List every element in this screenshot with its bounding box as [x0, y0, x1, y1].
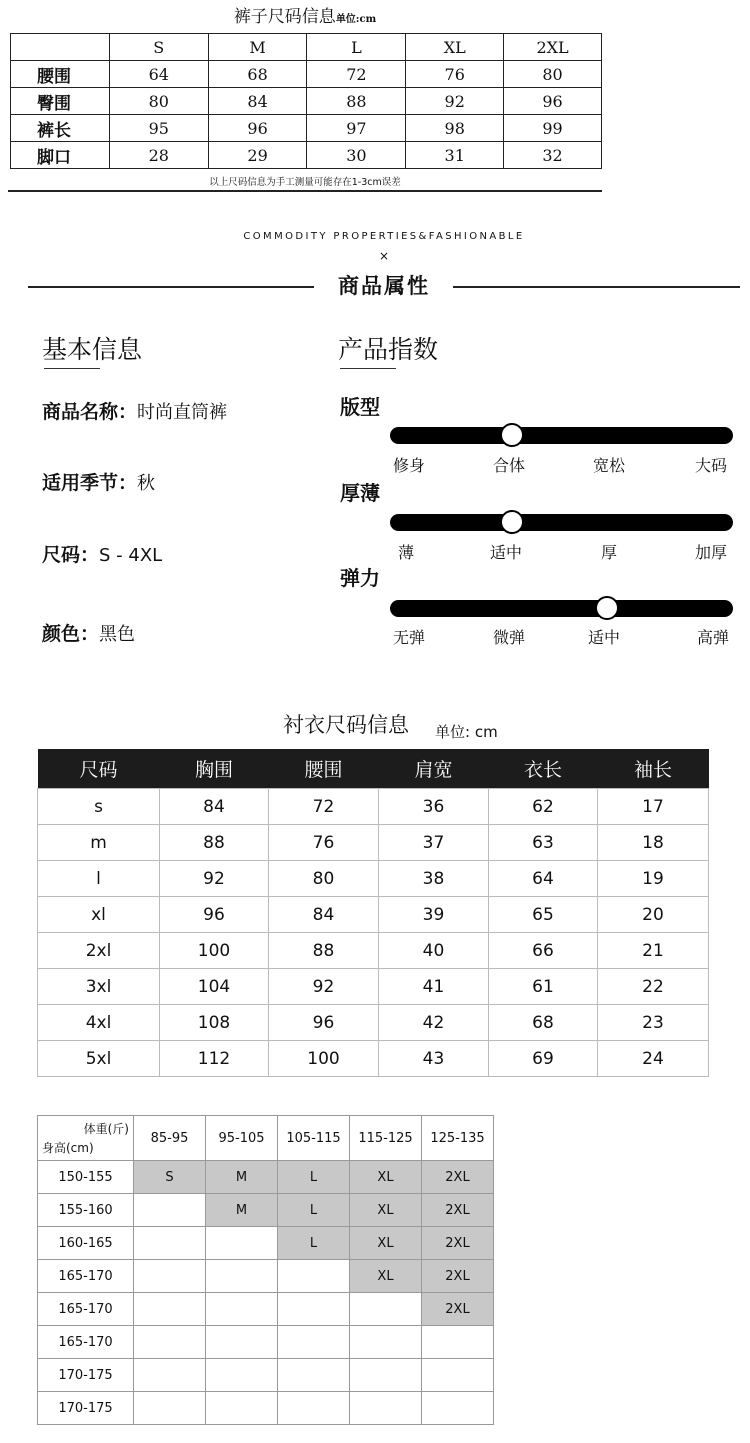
shirt-cell: 104 [160, 969, 269, 1005]
shirt-row [38, 933, 709, 969]
recommended-size-cell [206, 1392, 278, 1425]
recommended-size-cell: L [278, 1161, 350, 1194]
shirt-cell: 40 [379, 933, 489, 969]
recommended-size-cell [206, 1293, 278, 1326]
recommended-size-cell: 2XL [422, 1161, 494, 1194]
shirt-cell: 80 [269, 861, 379, 897]
height-range-cell: 170-175 [38, 1359, 134, 1392]
recommended-size-cell [134, 1359, 206, 1392]
shirt-cell: 64 [489, 861, 598, 897]
shirt-cell: 92 [160, 861, 269, 897]
pants-size-header: L [307, 34, 406, 61]
pants-row-label: 脚口 [11, 142, 110, 169]
hw-header-row [38, 1116, 494, 1161]
hw-row [38, 1161, 494, 1194]
index-tick: 微弹 [493, 628, 526, 647]
shirt-size-table [37, 749, 709, 1077]
shirt-cell: 68 [489, 1005, 598, 1041]
hw-row [38, 1293, 494, 1326]
index-tick: 大码 [695, 456, 728, 475]
recommended-size-cell [278, 1392, 350, 1425]
shirt-cell: 21 [598, 933, 709, 969]
pants-cell: 92 [406, 88, 504, 115]
shirt-row [38, 789, 709, 825]
recommended-size-cell: L [278, 1194, 350, 1227]
recommended-size-cell [206, 1359, 278, 1392]
hw-row [38, 1392, 494, 1425]
divider [44, 368, 100, 369]
properties-x-mark: × [378, 249, 390, 263]
pants-cell: 72 [307, 61, 406, 88]
pants-cell: 64 [109, 61, 208, 88]
recommended-size-cell [206, 1227, 278, 1260]
index-label-fit: 版型 [340, 395, 380, 419]
recommended-size-cell [422, 1359, 494, 1392]
weight-range-header: 125-135 [422, 1116, 494, 1161]
shirt-cell: 63 [489, 825, 598, 861]
hw-row [38, 1326, 494, 1359]
shirt-cell: 112 [160, 1041, 269, 1077]
recommended-size-cell: 2XL [422, 1260, 494, 1293]
index-tick: 适中 [588, 628, 621, 647]
shirt-unit: 单位: cm [435, 723, 498, 741]
recommended-size-cell: M [206, 1161, 278, 1194]
shirt-cell: m [38, 825, 160, 861]
height-range-cell: 150-155 [38, 1161, 134, 1194]
pants-corner-cell [11, 34, 110, 61]
hw-row [38, 1260, 494, 1293]
recommended-size-cell: 2XL [422, 1227, 494, 1260]
recommended-size-cell [134, 1392, 206, 1425]
info-label: 商品名称： [42, 401, 138, 423]
recommended-size-cell [134, 1326, 206, 1359]
shirt-cell: 88 [269, 933, 379, 969]
pants-size-header: 2XL [504, 34, 602, 61]
shirt-cell: 100 [269, 1041, 379, 1077]
index-tick: 修身 [393, 456, 426, 475]
info-label: 颜色： [42, 623, 100, 645]
recommended-size-cell: XL [350, 1260, 422, 1293]
pants-cell: 96 [504, 88, 602, 115]
pants-size-title [8, 2, 602, 32]
recommended-size-cell [422, 1326, 494, 1359]
shirt-cell: 76 [269, 825, 379, 861]
shirt-size-title: 衬衣尺码信息 [283, 713, 409, 737]
info-row-size [42, 540, 162, 567]
info-value: 黑色 [99, 624, 136, 645]
shirt-row [38, 861, 709, 897]
shirt-column-header: 尺码 [38, 749, 160, 789]
shirt-cell: l [38, 861, 160, 897]
pants-row-label: 裤长 [11, 115, 110, 142]
fit-index-bar [390, 427, 733, 444]
shirt-column-header: 肩宽 [379, 749, 489, 789]
height-range-cell: 165-170 [38, 1293, 134, 1326]
index-tick: 适中 [490, 543, 523, 562]
hw-row [38, 1359, 494, 1392]
shirt-column-header: 胸围 [160, 749, 269, 789]
shirt-cell: 65 [489, 897, 598, 933]
pants-size-header: M [208, 34, 307, 61]
shirt-cell: 5xl [38, 1041, 160, 1077]
recommended-size-cell: XL [350, 1227, 422, 1260]
shirt-cell: 62 [489, 789, 598, 825]
properties-english-title: COMMODITY PROPERTIES&FASHIONABLE [243, 231, 525, 242]
pants-row-label: 臀围 [11, 88, 110, 115]
pants-unit: 单位:cm [335, 14, 377, 25]
divider [453, 286, 740, 288]
pants-row [11, 88, 602, 115]
recommended-size-cell [278, 1260, 350, 1293]
shirt-row [38, 1005, 709, 1041]
pants-row [11, 115, 602, 142]
pants-cell: 30 [307, 142, 406, 169]
shirt-cell: 17 [598, 789, 709, 825]
pants-row [11, 142, 602, 169]
elasticity-index-bar [390, 600, 733, 617]
recommended-size-cell [422, 1392, 494, 1425]
pants-row [11, 61, 602, 88]
shirt-cell: 61 [489, 969, 598, 1005]
index-label-elasticity: 弹力 [340, 566, 380, 590]
info-value: 时尚直筒裤 [137, 402, 228, 423]
weight-range-header: 115-125 [350, 1116, 422, 1161]
pants-cell: 99 [504, 115, 602, 142]
elasticity-index-knob [595, 596, 619, 620]
shirt-cell: 36 [379, 789, 489, 825]
pants-cell: 80 [109, 88, 208, 115]
recommended-size-cell [134, 1260, 206, 1293]
shirt-cell: 38 [379, 861, 489, 897]
pants-cell: 95 [109, 115, 208, 142]
weight-range-header: 105-115 [278, 1116, 350, 1161]
shirt-cell: 19 [598, 861, 709, 897]
weight-range-header: 85-95 [134, 1116, 206, 1161]
pants-row-label: 腰围 [11, 61, 110, 88]
pants-title-text: 裤子尺码信息 [233, 7, 336, 27]
shirt-cell: 43 [379, 1041, 489, 1077]
height-weight-size-chart [37, 1115, 494, 1425]
pants-cell: 31 [406, 142, 504, 169]
shirt-cell: 4xl [38, 1005, 160, 1041]
shirt-cell: 69 [489, 1041, 598, 1077]
recommended-size-cell [134, 1194, 206, 1227]
info-row-color [42, 619, 135, 646]
shirt-cell: 23 [598, 1005, 709, 1041]
shirt-cell: 108 [160, 1005, 269, 1041]
recommended-size-cell [350, 1392, 422, 1425]
index-tick: 高弹 [697, 628, 730, 647]
pants-cell: 29 [208, 142, 307, 169]
thickness-index-bar [390, 514, 733, 531]
recommended-size-cell: 2XL [422, 1293, 494, 1326]
shirt-cell: 41 [379, 969, 489, 1005]
recommended-size-cell: 2XL [422, 1194, 494, 1227]
pants-cell: 68 [208, 61, 307, 88]
pants-cell: 84 [208, 88, 307, 115]
shirt-column-header: 衣长 [489, 749, 598, 789]
shirt-column-header: 腰围 [269, 749, 379, 789]
hw-row [38, 1227, 494, 1260]
pants-cell: 80 [504, 61, 602, 88]
recommended-size-cell [206, 1326, 278, 1359]
recommended-size-cell [134, 1227, 206, 1260]
info-value: 秋 [137, 473, 156, 494]
thickness-index-knob [500, 510, 524, 534]
recommended-size-cell [134, 1293, 206, 1326]
pants-cell: 88 [307, 88, 406, 115]
pants-cell: 97 [307, 115, 406, 142]
shirt-cell: 72 [269, 789, 379, 825]
pants-size-table [10, 33, 602, 169]
recommended-size-cell: L [278, 1227, 350, 1260]
recommended-size-cell [278, 1293, 350, 1326]
recommended-size-cell [350, 1326, 422, 1359]
info-label: 适用季节： [42, 472, 138, 494]
recommended-size-cell [206, 1260, 278, 1293]
shirt-cell: 88 [160, 825, 269, 861]
height-axis-label: 身高(cm) [42, 1141, 94, 1155]
info-value: S - 4XL [99, 545, 163, 566]
basic-info-heading: 基本信息 [42, 335, 143, 364]
shirt-row [38, 897, 709, 933]
index-tick: 厚 [601, 543, 618, 562]
shirt-cell: 20 [598, 897, 709, 933]
hw-row [38, 1194, 494, 1227]
shirt-row [38, 969, 709, 1005]
recommended-size-cell [350, 1293, 422, 1326]
properties-title: 商品属性 [338, 274, 430, 298]
recommended-size-cell [350, 1359, 422, 1392]
shirt-cell: 96 [160, 897, 269, 933]
shirt-cell: s [38, 789, 160, 825]
height-range-cell: 155-160 [38, 1194, 134, 1227]
weight-axis-label: 体重(斤) [83, 1122, 129, 1136]
shirt-header-row [38, 749, 709, 789]
pants-cell: 28 [109, 142, 208, 169]
pants-cell: 98 [406, 115, 504, 142]
shirt-cell: 3xl [38, 969, 160, 1005]
shirt-cell: 37 [379, 825, 489, 861]
recommended-size-cell: XL [350, 1161, 422, 1194]
height-range-cell: 170-175 [38, 1392, 134, 1425]
weight-range-header: 95-105 [206, 1116, 278, 1161]
divider [340, 368, 396, 369]
shirt-cell: 22 [598, 969, 709, 1005]
shirt-cell: 24 [598, 1041, 709, 1077]
pants-size-section [8, 2, 602, 192]
shirt-cell: 84 [160, 789, 269, 825]
pants-cell: 32 [504, 142, 602, 169]
fit-index-knob [500, 423, 524, 447]
info-label: 尺码： [42, 544, 100, 566]
hw-corner-cell [38, 1116, 134, 1161]
height-range-cell: 165-170 [38, 1326, 134, 1359]
shirt-cell: 66 [489, 933, 598, 969]
product-index-heading: 产品指数 [338, 335, 439, 364]
recommended-size-cell: S [134, 1161, 206, 1194]
shirt-cell: 42 [379, 1005, 489, 1041]
index-tick: 加厚 [695, 543, 728, 562]
index-tick: 合体 [493, 456, 526, 475]
shirt-cell: 39 [379, 897, 489, 933]
info-row-name [42, 397, 227, 424]
index-tick: 薄 [398, 543, 415, 562]
index-tick: 宽松 [593, 456, 626, 475]
height-range-cell: 165-170 [38, 1260, 134, 1293]
pants-measurement-note: 以上尺码信息为手工测量可能存在1-3cm误差 [209, 177, 401, 188]
divider [8, 190, 602, 192]
recommended-size-cell [278, 1359, 350, 1392]
shirt-row [38, 1041, 709, 1077]
shirt-cell: 96 [269, 1005, 379, 1041]
pants-cell: 96 [208, 115, 307, 142]
pants-header-row [11, 34, 602, 61]
shirt-cell: 84 [269, 897, 379, 933]
shirt-row [38, 825, 709, 861]
shirt-cell: 18 [598, 825, 709, 861]
shirt-cell: 2xl [38, 933, 160, 969]
index-tick: 无弹 [393, 628, 426, 647]
recommended-size-cell: M [206, 1194, 278, 1227]
shirt-cell: 92 [269, 969, 379, 1005]
pants-cell: 76 [406, 61, 504, 88]
shirt-column-header: 袖长 [598, 749, 709, 789]
recommended-size-cell: XL [350, 1194, 422, 1227]
shirt-cell: xl [38, 897, 160, 933]
shirt-cell: 100 [160, 933, 269, 969]
info-row-season [42, 468, 155, 495]
pants-size-header: XL [406, 34, 504, 61]
height-range-cell: 160-165 [38, 1227, 134, 1260]
recommended-size-cell [278, 1326, 350, 1359]
pants-size-header: S [109, 34, 208, 61]
index-label-thickness: 厚薄 [340, 481, 380, 505]
